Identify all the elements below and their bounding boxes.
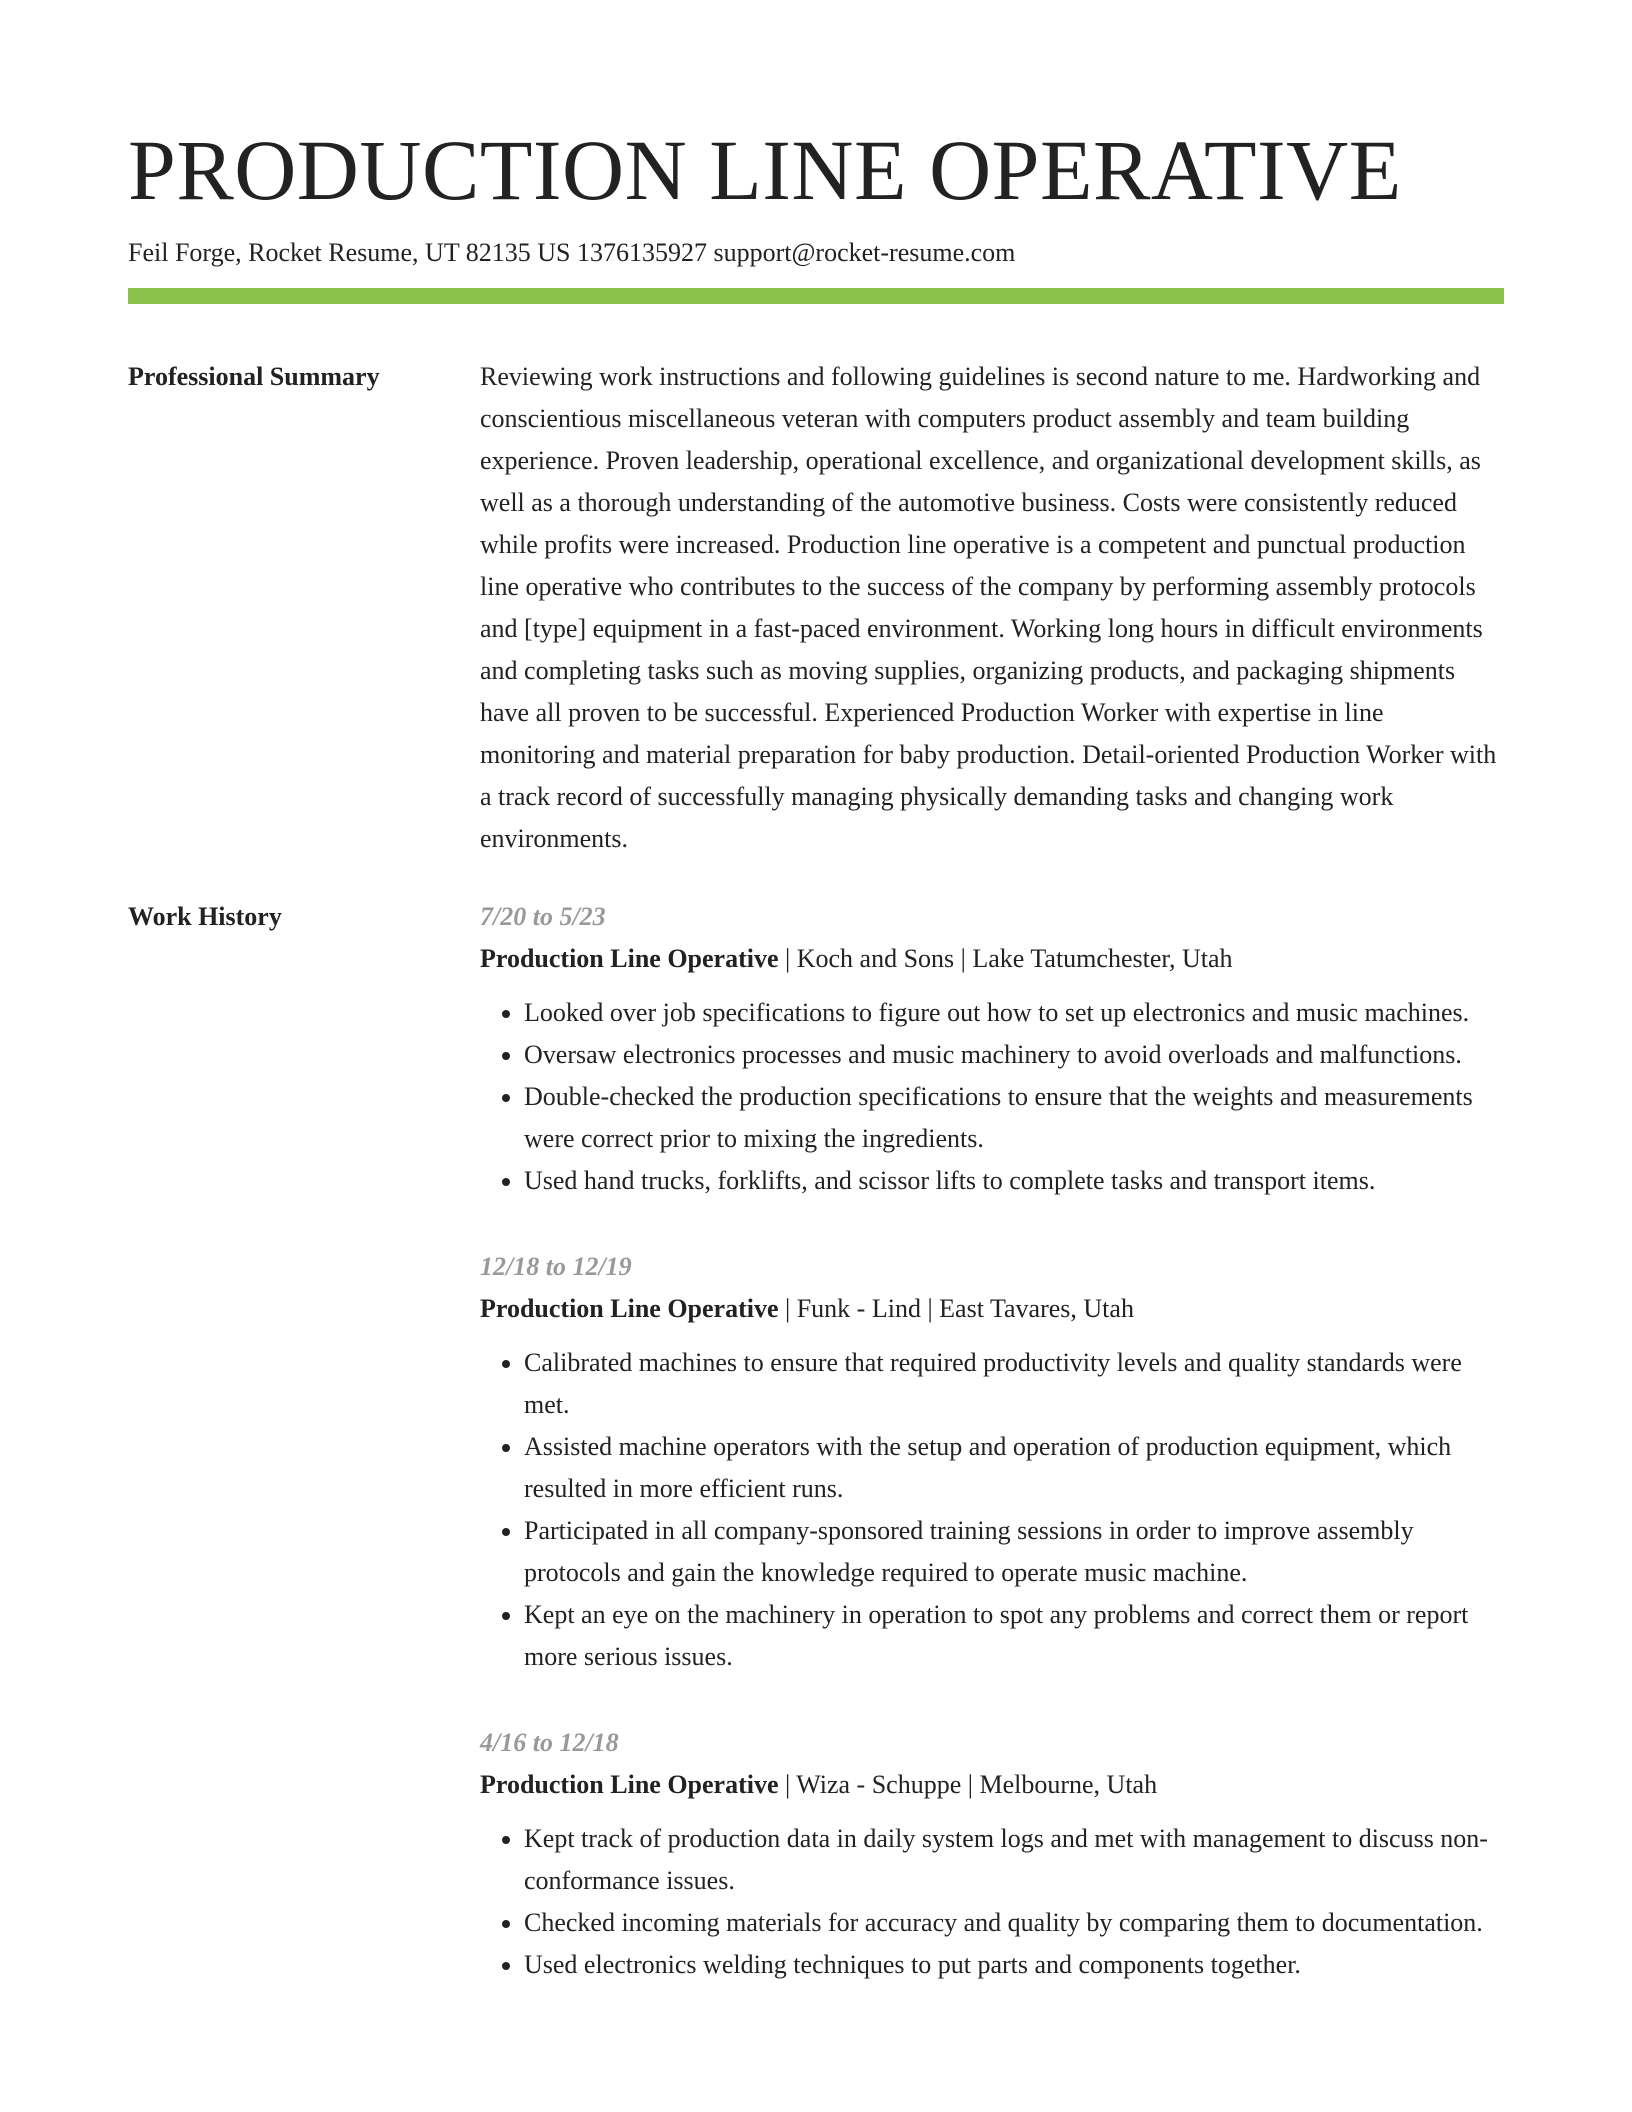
contact-line: Feil Forge, Rocket Resume, UT 82135 US 1376135927 support@rocket-resume.com — [128, 238, 1016, 267]
job-header — [480, 1288, 1504, 1330]
job-bullet: • Looked over job specifications to figure out how to set up electronics and music machines. — [524, 992, 1504, 1034]
accent-divider — [128, 288, 1504, 304]
job-bullets — [480, 1818, 1504, 1986]
job-bullet: • Calibrated machines to ensure that required productivity levels and quality standards were met. — [524, 1342, 1504, 1426]
section-heading-work: Work History — [128, 902, 282, 931]
job-bullet: • Used electronics welding techniques to put parts and components together. — [524, 1944, 1504, 1986]
job-entry — [480, 1722, 1504, 1986]
job-entry — [480, 1246, 1504, 1678]
job-bullet: • Oversaw electronics processes and music machinery to avoid overloads and malfunctions. — [524, 1034, 1504, 1076]
job-bullets — [480, 992, 1504, 1202]
summary-text: Reviewing work instructions and following guidelines is second nature to me. Hardworking and conscientious miscellaneous veteran with computers product assembly and team building experience. Proven leadership, operational excellence, and organizational development skills, as well as a thorough understanding of the automotive business. Costs were consistently reduced while profits were increased. Production line operative is a competent and punctual production line operative who contributes to the success of the company by performing assembly protocols and [type] equipment in a fast-paced environment. Working long hours in difficult environments and completing tasks such as moving supplies, organizing products, and packaging shipments have all proven to be successful. Experienced Production Worker with expertise in line monitoring and material preparation for baby production. Detail-oriented Production Worker with a track record of successfully managing physically demanding tasks and changing work environments. — [480, 362, 1497, 853]
job-bullet: • Checked incoming materials for accuracy and quality by comparing them to documentation. — [524, 1902, 1504, 1944]
professional-summary-section — [128, 358, 1504, 860]
job-details: | Funk - Lind | East Tavares, Utah — [778, 1294, 1134, 1323]
job-dates: 7/20 to 5/23 — [480, 902, 606, 931]
resume-page — [128, 0, 1504, 2032]
job-bullet: • Kept an eye on the machinery in operation to spot any problems and correct them or report more serious issues. — [524, 1594, 1504, 1678]
job-bullet: • Double-checked the production specifications to ensure that the weights and measurements were correct prior to mixing the ingredients. — [524, 1076, 1504, 1160]
job-header — [480, 938, 1504, 980]
job-bullet: • Participated in all company-sponsored training sessions in order to improve assembly protocols and gain the knowledge required to operate music machine. — [524, 1510, 1504, 1594]
job-title: Production Line Operative — [480, 1294, 779, 1323]
job-header — [480, 1764, 1504, 1806]
job-bullets — [480, 1342, 1504, 1678]
job-details: | Wiza - Schuppe | Melbourne, Utah — [778, 1770, 1158, 1799]
job-entry — [480, 896, 1504, 1202]
section-heading-summary: Professional Summary — [128, 362, 380, 391]
job-bullet: • Assisted machine operators with the setup and operation of production equipment, which resulted in more efficient runs. — [524, 1426, 1504, 1510]
job-title: Production Line Operative — [480, 1770, 779, 1799]
job-title: Production Line Operative — [480, 944, 779, 973]
job-details: | Koch and Sons | Lake Tatumchester, Utah — [778, 944, 1233, 973]
job-dates: 4/16 to 12/18 — [480, 1728, 619, 1757]
job-bullet: • Used hand trucks, forklifts, and scissor lifts to complete tasks and transport items. — [524, 1160, 1504, 1202]
job-bullet: • Kept track of production data in daily system logs and met with management to discuss non-conformance issues. — [524, 1818, 1504, 1902]
job-dates: 12/18 to 12/19 — [480, 1252, 632, 1281]
work-history-section — [128, 898, 1504, 2032]
resume-name: PRODUCTION LINE OPERATIVE — [128, 122, 1402, 218]
